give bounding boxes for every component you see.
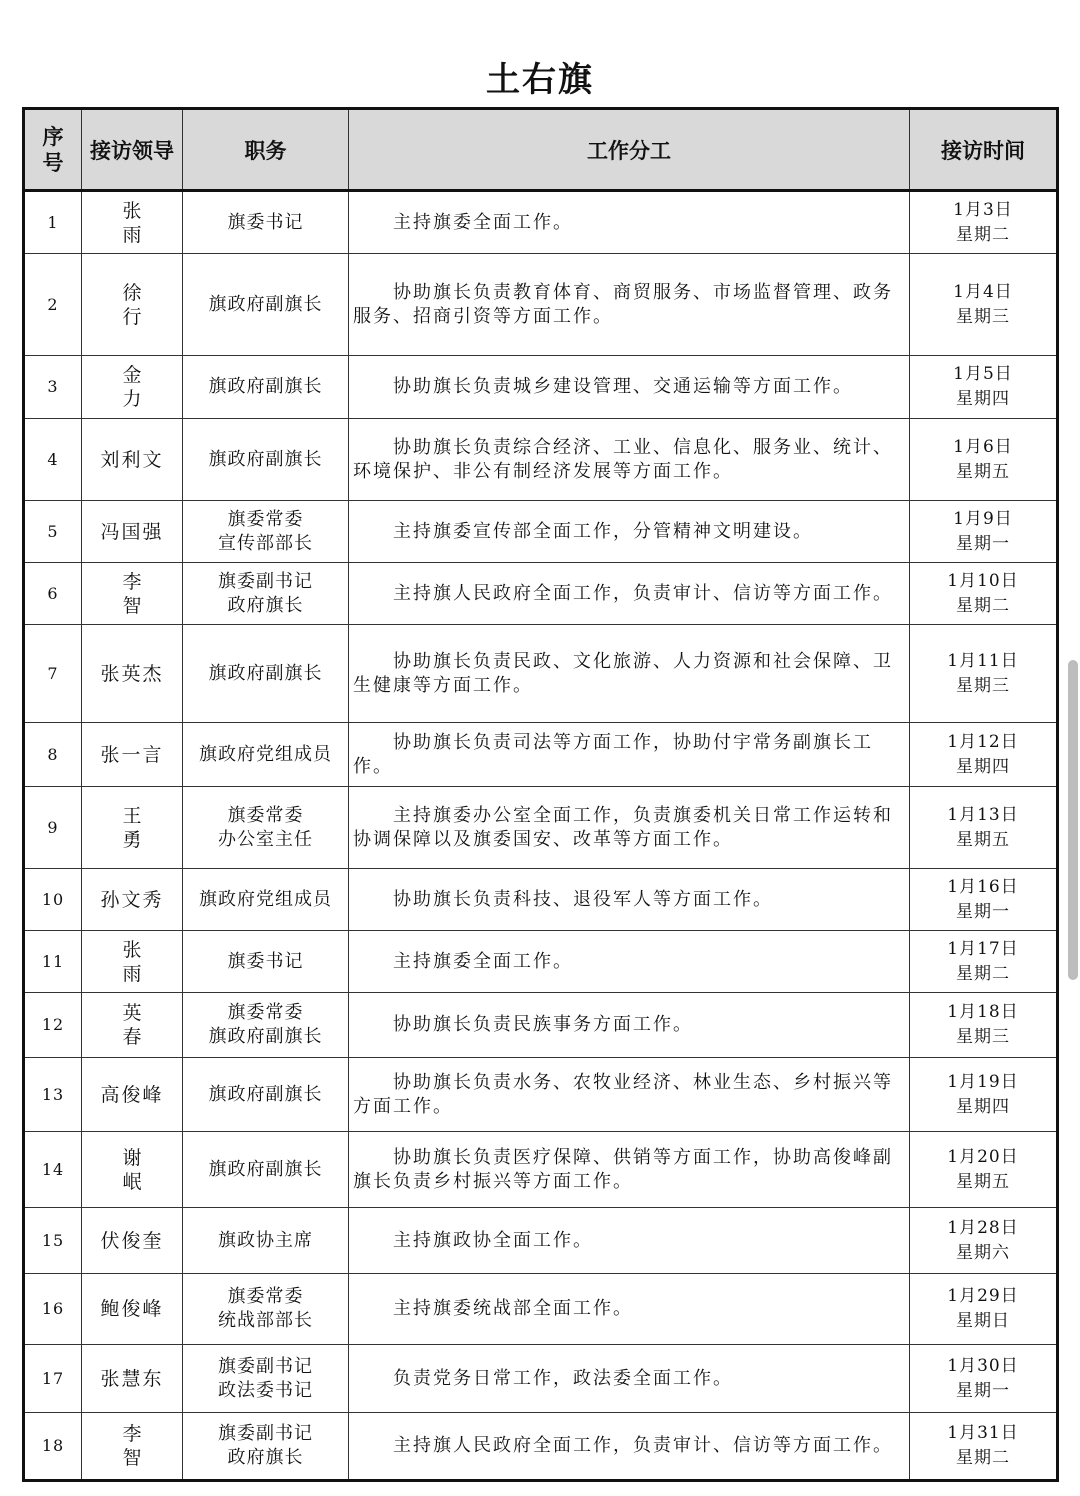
cell-seq: 9 bbox=[24, 787, 82, 869]
cell-duty bbox=[349, 563, 910, 625]
time-date: 1月5日 bbox=[953, 364, 1013, 384]
time-weekday: 星期四 bbox=[956, 389, 1010, 409]
position-line: 政府旗长 bbox=[227, 1447, 304, 1468]
duty-text: 主持旗委办公室全面工作，负责旗委机关日常工作运转和协调保障以及旗委国安、改革等方面工作。 bbox=[353, 804, 893, 850]
cell-duty bbox=[349, 723, 910, 787]
cell-seq: 5 bbox=[24, 501, 82, 563]
cell-position bbox=[183, 501, 349, 563]
table-row bbox=[24, 356, 1058, 419]
cell-seq: 10 bbox=[24, 869, 82, 931]
position-line: 办公室主任 bbox=[218, 828, 313, 850]
position-line: 政府旗长 bbox=[227, 594, 304, 616]
cell-leader: 鲍俊峰 bbox=[82, 1274, 183, 1345]
time-weekday: 星期日 bbox=[956, 1311, 1010, 1331]
time-date: 1月9日 bbox=[953, 508, 1013, 529]
time-date: 1月30日 bbox=[947, 1355, 1019, 1376]
position-line: 旗政协主席 bbox=[218, 1229, 313, 1251]
cell-time bbox=[910, 1274, 1058, 1345]
position-line: 宣传部部长 bbox=[218, 532, 313, 554]
cell-duty bbox=[349, 1274, 910, 1345]
cell-time bbox=[910, 993, 1058, 1058]
cell-leader: 冯国强 bbox=[82, 501, 183, 563]
time-date: 1月20日 bbox=[947, 1146, 1019, 1167]
time-weekday: 星期二 bbox=[956, 963, 1010, 984]
cell-seq: 3 bbox=[24, 356, 82, 419]
table-row bbox=[24, 501, 1058, 563]
reception-schedule-table bbox=[22, 107, 1059, 1482]
cell-seq: 11 bbox=[24, 931, 82, 993]
cell-time bbox=[910, 1058, 1058, 1132]
position-line: 旗政府党组成员 bbox=[199, 888, 332, 910]
time-date: 1月6日 bbox=[953, 436, 1013, 457]
position-line: 旗委常委 bbox=[227, 508, 304, 530]
duty-text: 主持旗委全面工作。 bbox=[393, 950, 573, 972]
cell-leader: 谢岷 bbox=[82, 1132, 183, 1208]
duty-text: 协助旗长负责综合经济、工业、信息化、服务业、统计、环境保护、非公有制经济发展等方面工作。 bbox=[353, 436, 893, 482]
cell-duty bbox=[349, 1058, 910, 1132]
header-position: 职务 bbox=[183, 109, 349, 191]
duty-text: 负责党务日常工作，政法委全面工作。 bbox=[393, 1367, 733, 1389]
cell-position bbox=[183, 1132, 349, 1208]
time-weekday: 星期二 bbox=[956, 224, 1010, 245]
cell-seq: 15 bbox=[24, 1208, 82, 1274]
duty-text: 主持旗人民政府全面工作，负责审计、信访等方面工作。 bbox=[393, 582, 893, 604]
cell-position bbox=[183, 1274, 349, 1345]
duty-text: 协助旗长负责教育体育、商贸服务、市场监督管理、政务服务、招商引资等方面工作。 bbox=[353, 281, 893, 327]
duty-text: 主持旗人民政府全面工作，负责审计、信访等方面工作。 bbox=[393, 1435, 893, 1456]
header-duty: 工作分工 bbox=[349, 109, 910, 191]
cell-position bbox=[183, 625, 349, 723]
duty-text: 主持旗委统战部全面工作。 bbox=[393, 1298, 633, 1319]
position-line: 旗委常委 bbox=[227, 1002, 304, 1023]
table-row bbox=[24, 723, 1058, 787]
cell-position bbox=[183, 723, 349, 787]
time-date: 1月29日 bbox=[947, 1286, 1019, 1306]
time-weekday: 星期一 bbox=[956, 1380, 1010, 1401]
position-line: 旗委副书记 bbox=[218, 1423, 313, 1444]
table-header-row bbox=[24, 109, 1058, 191]
position-line: 旗政府副旗长 bbox=[208, 1026, 323, 1047]
time-date: 1月19日 bbox=[947, 1071, 1019, 1092]
cell-time bbox=[910, 787, 1058, 869]
cell-duty bbox=[349, 501, 910, 563]
cell-leader: 张雨 bbox=[82, 931, 183, 993]
table-row bbox=[24, 993, 1058, 1058]
cell-position bbox=[183, 1208, 349, 1274]
duty-text: 协助旗长负责水务、农牧业经济、林业生态、乡村振兴等方面工作。 bbox=[353, 1071, 893, 1117]
time-weekday: 星期四 bbox=[956, 756, 1010, 777]
duty-text: 主持旗政协全面工作。 bbox=[393, 1229, 593, 1251]
time-date: 1月4日 bbox=[953, 281, 1013, 302]
cell-seq: 17 bbox=[24, 1345, 82, 1413]
position-line: 旗委书记 bbox=[227, 211, 304, 233]
cell-leader: 张一言 bbox=[82, 723, 183, 787]
cell-leader: 张英杰 bbox=[82, 625, 183, 723]
cell-duty bbox=[349, 191, 910, 254]
cell-seq: 1 bbox=[24, 191, 82, 254]
cell-position bbox=[183, 1413, 349, 1481]
time-weekday: 星期二 bbox=[956, 595, 1010, 616]
cell-seq: 8 bbox=[24, 723, 82, 787]
position-line: 旗政府副旗长 bbox=[208, 448, 323, 470]
cell-leader: 王勇 bbox=[82, 787, 183, 869]
cell-time bbox=[910, 723, 1058, 787]
time-date: 1月11日 bbox=[947, 650, 1019, 671]
position-line: 旗委副书记 bbox=[218, 1355, 313, 1377]
position-line: 旗政府副旗长 bbox=[208, 293, 323, 315]
cell-duty bbox=[349, 787, 910, 869]
duty-text: 主持旗委宣传部全面工作，分管精神文明建设。 bbox=[393, 520, 813, 542]
cell-position bbox=[183, 1058, 349, 1132]
duty-text: 协助旗长负责城乡建设管理、交通运输等方面工作。 bbox=[393, 376, 853, 397]
position-line: 政法委书记 bbox=[218, 1379, 313, 1401]
position-line: 旗政府副旗长 bbox=[208, 1158, 323, 1180]
cell-leader: 孙文秀 bbox=[82, 869, 183, 931]
header-time: 接访时间 bbox=[910, 109, 1058, 191]
table-row bbox=[24, 931, 1058, 993]
cell-position bbox=[183, 931, 349, 993]
duty-text: 协助旗长负责医疗保障、供销等方面工作，协助高俊峰副旗长负责乡村振兴等方面工作。 bbox=[353, 1146, 893, 1192]
cell-duty bbox=[349, 1345, 910, 1413]
cell-position bbox=[183, 254, 349, 356]
time-weekday: 星期三 bbox=[956, 1027, 1010, 1047]
header-leader: 接访领导 bbox=[82, 109, 183, 191]
time-date: 1月18日 bbox=[947, 1002, 1019, 1022]
table-row bbox=[24, 254, 1058, 356]
cell-position bbox=[183, 993, 349, 1058]
cell-duty bbox=[349, 1208, 910, 1274]
table-row bbox=[24, 787, 1058, 869]
table-row bbox=[24, 1208, 1058, 1274]
cell-duty bbox=[349, 993, 910, 1058]
cell-leader: 伏俊奎 bbox=[82, 1208, 183, 1274]
time-date: 1月12日 bbox=[947, 731, 1019, 752]
cell-time bbox=[910, 1413, 1058, 1481]
cell-position bbox=[183, 191, 349, 254]
time-weekday: 星期六 bbox=[956, 1242, 1010, 1263]
cell-time bbox=[910, 1345, 1058, 1413]
cell-duty bbox=[349, 356, 910, 419]
cell-time bbox=[910, 869, 1058, 931]
position-line: 旗政府副旗长 bbox=[208, 1083, 323, 1105]
table-row bbox=[24, 1345, 1058, 1413]
cell-time bbox=[910, 563, 1058, 625]
time-weekday: 星期三 bbox=[956, 306, 1010, 327]
time-weekday: 星期五 bbox=[956, 461, 1010, 482]
cell-duty bbox=[349, 625, 910, 723]
position-line: 旗政府副旗长 bbox=[208, 662, 323, 684]
time-date: 1月10日 bbox=[947, 570, 1019, 591]
table-row bbox=[24, 563, 1058, 625]
cell-seq: 2 bbox=[24, 254, 82, 356]
table-body bbox=[24, 191, 1058, 1481]
cell-duty bbox=[349, 254, 910, 356]
cell-time bbox=[910, 501, 1058, 563]
position-line: 旗委常委 bbox=[227, 804, 304, 826]
cell-time bbox=[910, 191, 1058, 254]
position-line: 旗委常委 bbox=[227, 1286, 304, 1307]
cell-leader: 徐行 bbox=[82, 254, 183, 356]
header-seq: 序号 bbox=[24, 109, 82, 191]
table-row bbox=[24, 1058, 1058, 1132]
cell-time bbox=[910, 1208, 1058, 1274]
time-weekday: 星期一 bbox=[956, 533, 1010, 554]
cell-position bbox=[183, 869, 349, 931]
table-row bbox=[24, 1132, 1058, 1208]
duty-text: 主持旗委全面工作。 bbox=[393, 211, 573, 233]
table-row bbox=[24, 1413, 1058, 1481]
time-date: 1月31日 bbox=[947, 1423, 1019, 1443]
time-weekday: 星期四 bbox=[956, 1096, 1010, 1117]
table-row bbox=[24, 1274, 1058, 1345]
time-weekday: 星期二 bbox=[956, 1448, 1010, 1468]
cell-duty bbox=[349, 931, 910, 993]
cell-leader: 李智 bbox=[82, 1413, 183, 1481]
cell-position bbox=[183, 787, 349, 869]
position-line: 旗政府副旗长 bbox=[208, 376, 323, 397]
duty-text: 协助旗长负责科技、退役军人等方面工作。 bbox=[393, 888, 773, 910]
time-date: 1月17日 bbox=[947, 938, 1019, 959]
position-line: 旗委书记 bbox=[227, 950, 304, 972]
time-date: 1月16日 bbox=[947, 876, 1019, 897]
cell-time bbox=[910, 254, 1058, 356]
cell-seq: 18 bbox=[24, 1413, 82, 1481]
cell-leader: 高俊峰 bbox=[82, 1058, 183, 1132]
cell-seq: 7 bbox=[24, 625, 82, 723]
position-line: 旗委副书记 bbox=[218, 570, 313, 592]
cell-position bbox=[183, 419, 349, 501]
cell-duty bbox=[349, 1413, 910, 1481]
cell-leader: 刘利文 bbox=[82, 419, 183, 501]
time-weekday: 星期五 bbox=[956, 829, 1010, 850]
cell-time bbox=[910, 625, 1058, 723]
position-line: 旗政府党组成员 bbox=[199, 743, 332, 765]
cell-leader: 张慧东 bbox=[82, 1345, 183, 1413]
cell-time bbox=[910, 419, 1058, 501]
table-row bbox=[24, 191, 1058, 254]
cell-duty bbox=[349, 419, 910, 501]
cell-seq: 16 bbox=[24, 1274, 82, 1345]
cell-duty bbox=[349, 869, 910, 931]
cell-time bbox=[910, 1132, 1058, 1208]
position-line: 统战部部长 bbox=[218, 1310, 313, 1331]
time-weekday: 星期三 bbox=[956, 675, 1010, 696]
cell-seq: 13 bbox=[24, 1058, 82, 1132]
cell-time bbox=[910, 356, 1058, 419]
cell-position bbox=[183, 356, 349, 419]
cell-seq: 4 bbox=[24, 419, 82, 501]
cell-leader: 张雨 bbox=[82, 191, 183, 254]
cell-position bbox=[183, 563, 349, 625]
time-weekday: 星期一 bbox=[956, 901, 1010, 922]
cell-seq: 12 bbox=[24, 993, 82, 1058]
time-date: 1月28日 bbox=[947, 1217, 1019, 1238]
scrollbar[interactable] bbox=[1068, 660, 1078, 980]
page-title: 土右旗 bbox=[486, 60, 594, 100]
time-date: 1月3日 bbox=[953, 199, 1013, 220]
table-row bbox=[24, 625, 1058, 723]
cell-position bbox=[183, 1345, 349, 1413]
cell-leader: 李智 bbox=[82, 563, 183, 625]
cell-leader: 英春 bbox=[82, 993, 183, 1058]
table-row bbox=[24, 419, 1058, 501]
table-row bbox=[24, 869, 1058, 931]
duty-text: 协助旗长负责司法等方面工作，协助付宇常务副旗长工作。 bbox=[353, 731, 873, 777]
cell-leader: 金力 bbox=[82, 356, 183, 419]
cell-seq: 6 bbox=[24, 563, 82, 625]
cell-time bbox=[910, 931, 1058, 993]
cell-duty bbox=[349, 1132, 910, 1208]
duty-text: 协助旗长负责民族事务方面工作。 bbox=[393, 1014, 693, 1035]
time-weekday: 星期五 bbox=[956, 1171, 1010, 1192]
duty-text: 协助旗长负责民政、文化旅游、人力资源和社会保障、卫生健康等方面工作。 bbox=[353, 650, 893, 696]
cell-seq: 14 bbox=[24, 1132, 82, 1208]
time-date: 1月13日 bbox=[947, 804, 1019, 825]
